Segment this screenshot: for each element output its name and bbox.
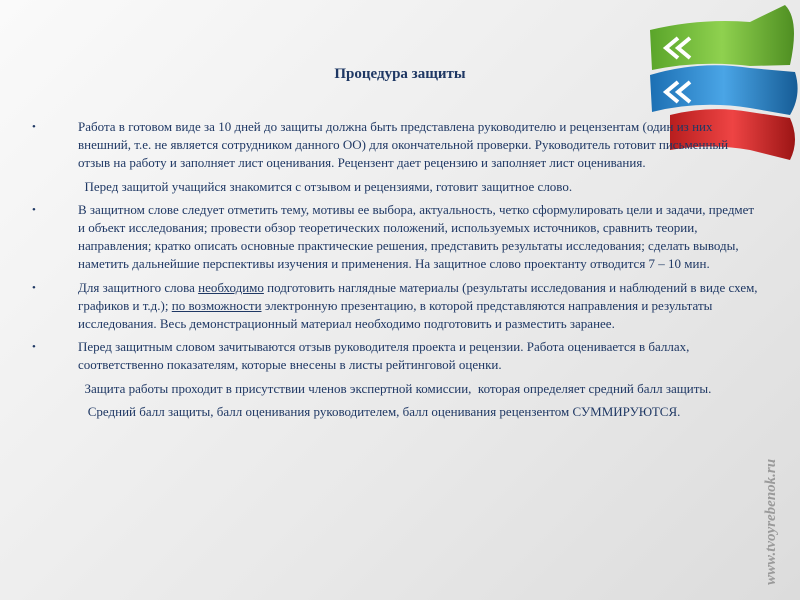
list-item <box>32 118 762 173</box>
list-item <box>32 338 762 374</box>
paragraph-text: Средний балл защиты, балл оценивания руководителем, балл оценивания рецензентом СУММИРУЮТСЯ. <box>78 403 681 419</box>
list-item <box>32 279 762 334</box>
paragraph-text: Перед защитным словом зачитываются отзыв руководителя проекта и рецензии. Работа оценивается в баллах, соответственно показателям, которые внесены в листы рейтинговой оценки. <box>78 339 690 373</box>
bullet: • <box>32 203 36 216</box>
paragraph-text: Для защитного слова необходимо подготовить наглядные материалы (результаты исследования и наблюдений в виде схем, графиков и т.д.); по возможности электронную презентацию, в которой представляются направления и результаты исследования. Весь демонстрационный материал необходимо подготовить и разместить заранее. <box>78 279 758 332</box>
paragraph-text: Работа в готовом виде за 10 дней до защиты должна быть представлена руководителю и рецензентам (один из них внешний, т.е. не является сотрудником данного ОО) для окончательной проверки. Руководитель готовит письменный отзыв на работу и заполняет лист оценивания. Рецензент дает рецензию и заполняет лист оценивания. <box>78 119 729 171</box>
bullet: • <box>32 341 36 354</box>
list-item <box>32 178 762 196</box>
underlined-text: по возможности <box>171 297 262 313</box>
main-content <box>32 118 762 426</box>
list-item <box>32 201 762 274</box>
list-item <box>32 380 762 398</box>
paragraph-text: Перед защитой учащийся знакомится с отзывом и рецензиями, готовит защитное слово. <box>78 178 573 194</box>
bullet: • <box>32 281 36 294</box>
paragraph-text: Защита работы проходит в присутствии членов экспертной комиссии, которая определяет средний балл защиты. <box>78 380 712 396</box>
list-item <box>32 403 762 421</box>
watermark <box>735 450 795 590</box>
page-title: Процедура защиты <box>334 66 466 82</box>
underlined-text: необходимо <box>198 279 264 295</box>
paragraph-text: В защитном слове следует отметить тему, мотивы ее выбора, актуальность, четко сформулировать цели и задачи, предмет и объект исследования; провести обзор теоретических положений, используемых источников, сравнить теории, направления; кратко описать основные практические решения, представить результаты исследования; сделать выводы, наметить дальнейшие перспективы изучения и применения. На защитное слово проектанту отводится 7 – 10 мин. <box>78 201 755 272</box>
svg-text:www.tvoyrebenok.ru: www.tvoyrebenok.ru <box>763 458 779 585</box>
bullet: • <box>32 121 36 133</box>
